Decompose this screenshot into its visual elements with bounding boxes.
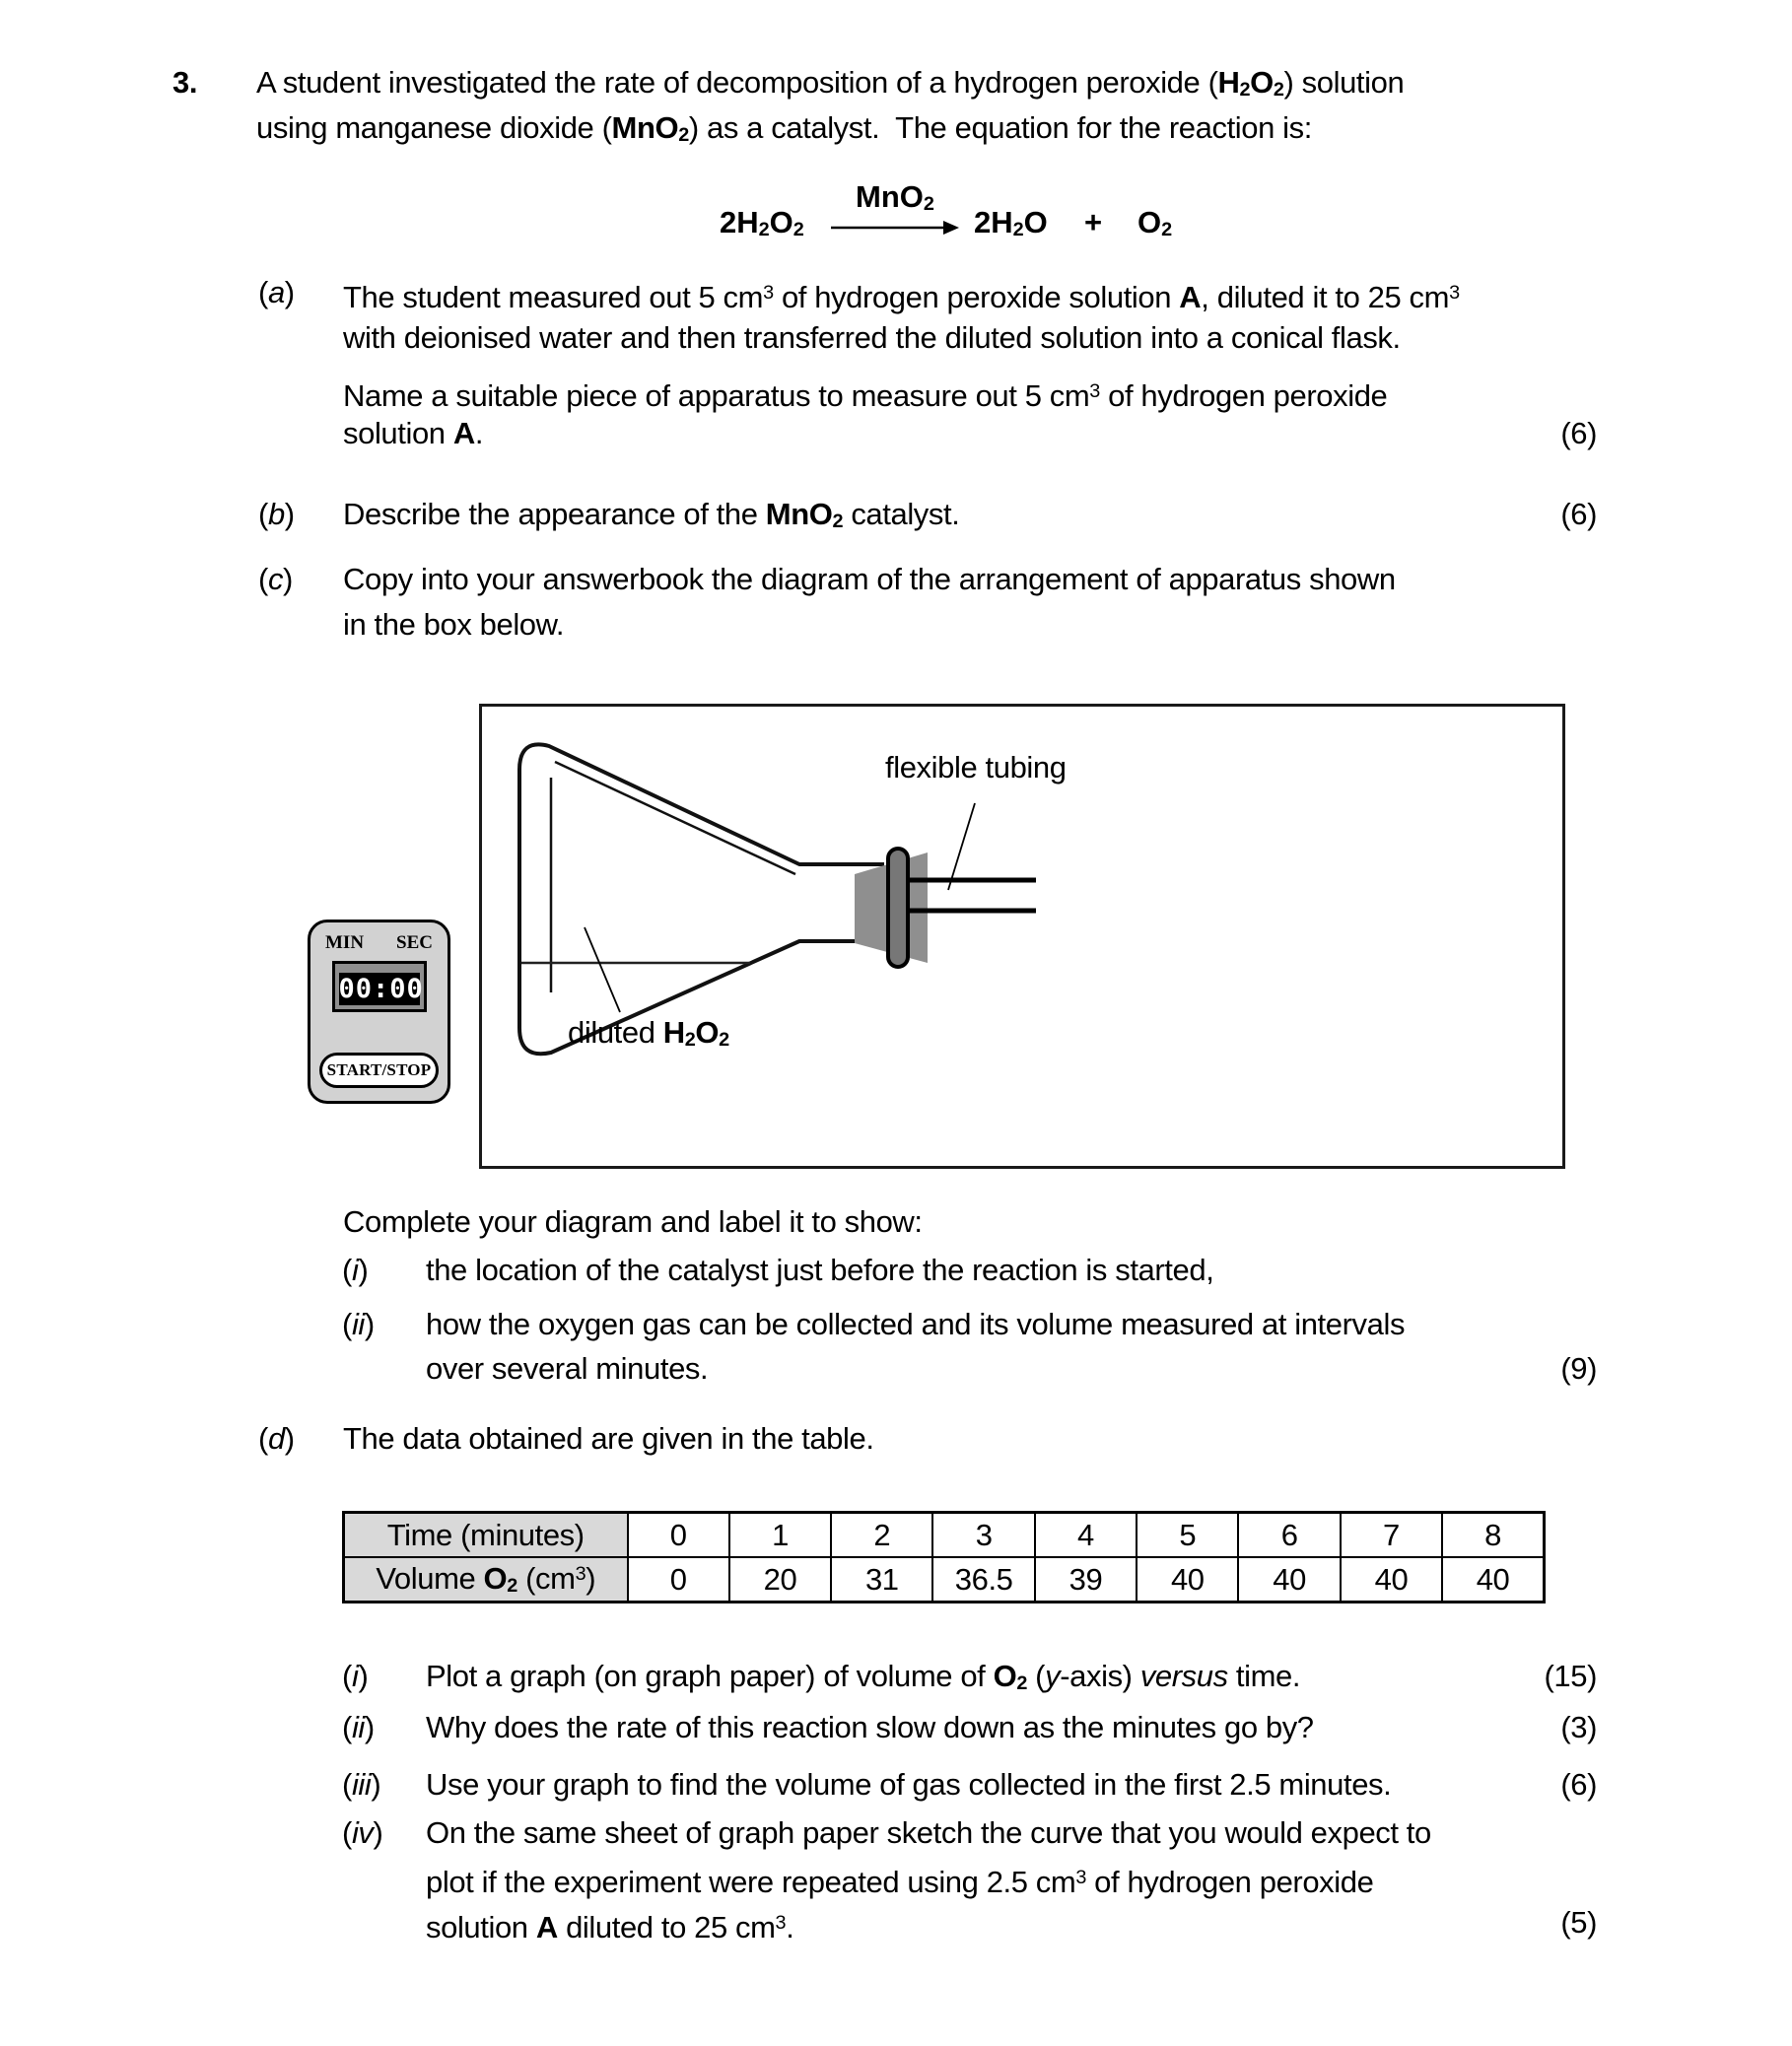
item-iv-line-3: solution A diluted to 25 $cm^3$. [426,1909,794,1944]
flask-outline [519,744,884,1054]
part-d-label: (d) [258,1421,295,1456]
chemical-equation [720,179,1193,258]
sub-i-label: (i) [342,1253,369,1287]
part-a-marks: (6) [1560,416,1597,450]
equation-rhs: 2H2O [974,205,1048,240]
equation-plus: + [1084,205,1103,239]
part-a-line-1: The student measured out 5 $cm^3$ of hydrogen peroxide solution A, diluted it to 25 $cm^3$ [343,279,1460,314]
part-c-label: (c) [258,562,293,596]
table-cell: 20 [729,1557,831,1603]
digital-timer [308,920,450,1104]
part-b-text: Describe the appearance of the MnO2 catalyst. [343,497,960,532]
part-d-text: The data obtained are given in the table. [343,1421,874,1456]
table-cell: 31 [831,1557,932,1603]
part-c-line-2: in the box below. [343,607,565,642]
table-cell: 40 [1238,1557,1340,1603]
table-cell: 0 [628,1513,729,1558]
flask-inner-wall [555,762,795,874]
table-cell: 40 [1341,1557,1442,1603]
table-cell: 2 [831,1513,932,1558]
item-iv-line-2: plot if the experiment were repeated using 2.5 $cm^3$ of hydrogen peroxide [426,1864,1374,1899]
part-a-line-3: Name a suitable piece of apparatus to measure out 5 $cm^3$ of hydrogen peroxide [343,377,1388,413]
complete-diagram-line: Complete your diagram and label it to show: [343,1204,923,1239]
item-iii-label: (iii) [342,1767,381,1802]
flexible-tubing-pointer [948,803,975,890]
part-c-line-1: Copy into your answerbook the diagram of the arrangement of apparatus shown [343,562,1396,596]
item-i-marks: (15) [1544,1659,1597,1693]
table-header-time: Time (minutes) [344,1513,628,1558]
sub-ii-marks: (9) [1560,1351,1597,1386]
table-cell: 40 [1442,1557,1544,1603]
item-iv-marks: (5) [1560,1905,1597,1940]
timer-start-stop-button: START/STOP [319,1053,439,1088]
item-i-text: Plot a graph (on graph paper) of volume of O2 (y-axis) versus time. [426,1659,1301,1694]
bung-rim [888,849,908,967]
diluted-h2o2-label: diluted H2O2 [568,1015,729,1051]
table-cell: 1 [729,1513,831,1558]
timer-min-label: MIN [325,932,365,953]
diluted-h2o2-pointer [585,927,620,1012]
table-cell: 36.5 [932,1557,1034,1603]
table-cell: 7 [1341,1513,1442,1558]
apparatus-diagram-box [479,704,1565,1169]
item-iii-text: Use your graph to find the volume of gas collected in the first 2.5 minutes. [426,1767,1392,1802]
equation-catalyst-label: MnO2 [856,179,934,215]
sub-ii-line-1: how the oxygen gas can be collected and its volume measured at intervals [426,1307,1406,1341]
table-cell: 0 [628,1557,729,1603]
table-header-volume: Volume O2 $(cm^3)$ [344,1557,628,1603]
equation-o2: O2 [1137,205,1173,240]
table-cell: 8 [1442,1513,1544,1558]
part-b-marks: (6) [1560,497,1597,531]
table-row-time [344,1513,1545,1558]
sub-ii-line-2: over several minutes. [426,1351,709,1386]
part-a-line-4: solution A. [343,416,484,450]
item-iv-line-1: On the same sheet of graph paper sketch the curve that you would expect to [426,1815,1431,1850]
part-a-line-2: with deionised water and then transferred the diluted solution into a conical flask. [343,320,1401,355]
intro-line-2: using manganese dioxide (MnO2) as a catalyst. The equation for the reaction is: [256,110,1312,146]
question-number: 3. [172,65,198,100]
table-cell: 5 [1137,1513,1238,1558]
timer-display [332,961,427,1012]
flexible-tubing-label: flexible tubing [885,750,1067,784]
item-ii-marks: (3) [1560,1710,1597,1744]
equation-lhs: 2H2O2 [720,205,804,240]
part-b-label: (b) [258,497,295,531]
item-ii-text: Why does the rate of this reaction slow down as the minutes go by? [426,1710,1314,1744]
item-ii-label: (ii) [342,1710,375,1744]
table-cell: 40 [1137,1557,1238,1603]
timer-digits: 00:00 [338,974,424,1004]
sub-i-text: the location of the catalyst just before the reaction is started, [426,1253,1214,1287]
table-cell: 39 [1035,1557,1137,1603]
table-cell: 3 [932,1513,1034,1558]
item-iii-marks: (6) [1560,1767,1597,1802]
table-cell: 6 [1238,1513,1340,1558]
table-cell: 4 [1035,1513,1137,1558]
intro-line-1: A student investigated the rate of decomposition of a hydrogen peroxide (H2O2) solution [256,65,1405,101]
data-table [342,1511,1546,1603]
item-i-label: (i) [342,1659,369,1693]
item-iv-label: (iv) [342,1815,383,1850]
sub-ii-label: (ii) [342,1307,375,1341]
timer-sec-label: SEC [396,932,433,953]
reaction-arrow-icon [831,220,959,236]
table-row-volume [344,1557,1545,1603]
part-a-label: (a) [258,275,295,309]
